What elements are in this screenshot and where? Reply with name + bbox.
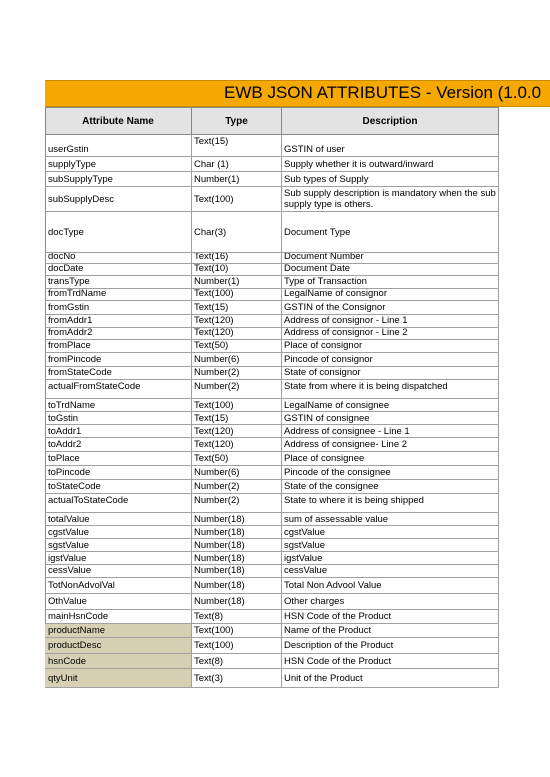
table-row	[45, 315, 499, 328]
attribute-type-cell[interactable]: Number(2)	[192, 494, 282, 512]
table-row	[45, 466, 499, 480]
attribute-name-cell[interactable]: fromGstin	[45, 301, 192, 314]
attribute-description-cell[interactable]: Pincode of consignor	[282, 353, 499, 366]
attribute-type-cell[interactable]: Text(120)	[192, 425, 282, 437]
attribute-type-cell[interactable]: Number(1)	[192, 276, 282, 288]
table-row	[45, 480, 499, 494]
table-row	[45, 212, 499, 253]
attribute-type-cell[interactable]: Number(6)	[192, 466, 282, 479]
attribute-name-cell[interactable]: supplyType	[45, 157, 192, 171]
table-row	[45, 494, 499, 513]
table-row	[45, 253, 499, 264]
header-type: Type	[192, 108, 282, 134]
attribute-type-cell[interactable]: Number(2)	[192, 480, 282, 493]
attribute-type-cell[interactable]: Text(3)	[192, 669, 282, 687]
attribute-type-cell[interactable]: Number(18)	[192, 552, 282, 564]
attribute-type-cell[interactable]: Text(100)	[192, 399, 282, 411]
attribute-name-cell[interactable]: igstValue	[45, 552, 192, 564]
attribute-description-cell[interactable]: Document Date	[282, 264, 499, 275]
attribute-type-cell[interactable]: Text(100)	[192, 289, 282, 300]
attribute-name-cell[interactable]: fromStateCode	[45, 367, 192, 379]
table-row	[45, 425, 499, 438]
attribute-type-cell[interactable]: Number(2)	[192, 380, 282, 398]
attribute-name-cell[interactable]: qtyUnit	[45, 669, 192, 687]
attribute-name-cell[interactable]: cgstValue	[45, 526, 192, 538]
table-row	[45, 172, 499, 187]
attribute-name-cell[interactable]: productName	[45, 624, 192, 637]
attribute-name-cell[interactable]: actualFromStateCode	[45, 380, 192, 398]
attribute-type-cell[interactable]: Text(100)	[192, 187, 282, 211]
table-row	[45, 638, 499, 654]
attribute-type-cell[interactable]: Number(6)	[192, 353, 282, 366]
attribute-type-cell[interactable]: Text(120)	[192, 315, 282, 327]
attribute-name-cell[interactable]: toAddr2	[45, 438, 192, 451]
attribute-description-cell[interactable]: Sub supply description is mandatory when the sub supply type is others.	[282, 187, 499, 211]
attribute-description-cell[interactable]: cessValue	[282, 565, 499, 577]
attribute-description-cell[interactable]: Sub types of Supply	[282, 172, 499, 186]
attribute-description-cell[interactable]: Supply whether it is outward/inward	[282, 157, 499, 171]
attribute-name-cell[interactable]: fromPincode	[45, 353, 192, 366]
sheet-title: EWB JSON ATTRIBUTES - Version (1.0.0	[224, 83, 542, 102]
attribute-description-cell[interactable]: State of the consignee	[282, 480, 499, 493]
attribute-type-cell[interactable]: Number(18)	[192, 539, 282, 551]
attribute-description-cell[interactable]: sum of assessable value	[282, 513, 499, 525]
attribute-type-cell[interactable]: Text(15)	[192, 412, 282, 424]
attribute-description-cell[interactable]: Address of consignor - Line 2	[282, 328, 499, 339]
attribute-name-cell[interactable]: toGstin	[45, 412, 192, 424]
attribute-type-cell[interactable]: Char(3)	[192, 212, 282, 252]
attribute-description-cell[interactable]: Document Type	[282, 212, 499, 252]
table-row	[45, 438, 499, 452]
attribute-type-cell[interactable]: Text(100)	[192, 638, 282, 653]
attribute-name-cell[interactable]: OthValue	[45, 594, 192, 609]
attribute-description-cell[interactable]: State of consignor	[282, 367, 499, 379]
attribute-description-cell[interactable]: State from where it is being dispatched	[282, 380, 499, 398]
attribute-description-cell[interactable]: Address of consignee - Line 1	[282, 425, 499, 437]
attribute-type-cell[interactable]: Text(50)	[192, 340, 282, 352]
attribute-description-cell[interactable]: igstValue	[282, 552, 499, 564]
attribute-name-cell[interactable]: docNo	[45, 253, 192, 263]
attribute-description-cell[interactable]: Type of Transaction	[282, 276, 499, 288]
table-row	[45, 289, 499, 301]
table-row	[45, 412, 499, 425]
table-row	[45, 135, 499, 157]
attribute-name-cell[interactable]: TotNonAdvolVal	[45, 578, 192, 593]
attribute-description-cell[interactable]: HSN Code of the Product	[282, 654, 499, 668]
table-row	[45, 340, 499, 353]
table-row	[45, 187, 499, 212]
attribute-name-cell[interactable]: toTrdName	[45, 399, 192, 411]
attribute-name-cell[interactable]: transType	[45, 276, 192, 288]
attribute-name-cell[interactable]: totalValue	[45, 513, 192, 525]
attribute-name-cell[interactable]: mainHsnCode	[45, 610, 192, 623]
attribute-type-cell[interactable]: Text(15)	[192, 135, 282, 156]
attribute-description-cell[interactable]: GSTIN of user	[282, 135, 499, 156]
table-row	[45, 380, 499, 399]
attribute-name-cell[interactable]: hsnCode	[45, 654, 192, 668]
attribute-name-cell[interactable]: fromAddr2	[45, 328, 192, 339]
attribute-type-cell[interactable]: Text(8)	[192, 610, 282, 623]
attribute-type-cell[interactable]: Text(16)	[192, 253, 282, 263]
attribute-type-cell[interactable]: Number(2)	[192, 367, 282, 379]
attribute-type-cell[interactable]: Text(8)	[192, 654, 282, 668]
table-row	[45, 513, 499, 526]
attribute-type-cell[interactable]: Char (1)	[192, 157, 282, 171]
attribute-description-cell[interactable]: Pincode of the consignee	[282, 466, 499, 479]
table-row	[45, 594, 499, 610]
attribute-description-cell[interactable]: Document Number	[282, 253, 499, 263]
table-row	[45, 399, 499, 412]
table-row	[45, 452, 499, 466]
attribute-description-cell[interactable]: GSTIN of consignee	[282, 412, 499, 424]
attribute-name-cell[interactable]: userGstin	[45, 135, 192, 156]
table-row	[45, 276, 499, 289]
table-row	[45, 552, 499, 565]
attribute-description-cell[interactable]: Unit of the Product	[282, 669, 499, 687]
attribute-name-cell[interactable]: productDesc	[45, 638, 192, 653]
attribute-name-cell[interactable]: fromAddr1	[45, 315, 192, 327]
attribute-description-cell[interactable]: sgstValue	[282, 539, 499, 551]
table-row	[45, 669, 499, 688]
header-description: Description	[282, 108, 499, 134]
attribute-description-cell[interactable]: Name of the Product	[282, 624, 499, 637]
table-row	[45, 539, 499, 552]
header-row	[45, 107, 499, 135]
table-row	[45, 624, 499, 638]
attribute-description-cell[interactable]: HSN Code of the Product	[282, 610, 499, 623]
table-row	[45, 353, 499, 367]
attribute-type-cell[interactable]: Text(15)	[192, 301, 282, 314]
attribute-description-cell[interactable]: Address of consignor - Line 1	[282, 315, 499, 327]
attribute-name-cell[interactable]: docType	[45, 212, 192, 252]
table-row	[45, 367, 499, 380]
attribute-name-cell[interactable]: toPlace	[45, 452, 192, 465]
attribute-name-cell[interactable]: sgstValue	[45, 539, 192, 551]
attribute-name-cell[interactable]: toPincode	[45, 466, 192, 479]
attribute-type-cell[interactable]: Text(10)	[192, 264, 282, 275]
attribute-type-cell[interactable]: Number(18)	[192, 526, 282, 538]
attribute-type-cell[interactable]: Text(100)	[192, 624, 282, 637]
attribute-name-cell[interactable]: toStateCode	[45, 480, 192, 493]
table-row	[45, 654, 499, 669]
attribute-description-cell[interactable]: LegalName of consignee	[282, 399, 499, 411]
attribute-type-cell[interactable]: Text(50)	[192, 452, 282, 465]
attribute-description-cell[interactable]: Other charges	[282, 594, 499, 609]
attribute-description-cell[interactable]: LegalName of consignor	[282, 289, 499, 300]
table-row	[45, 526, 499, 539]
table-row	[45, 157, 499, 172]
table-row	[45, 264, 499, 276]
table-row	[45, 565, 499, 578]
attribute-description-cell[interactable]: Place of consignee	[282, 452, 499, 465]
attribute-name-cell[interactable]: fromTrdName	[45, 289, 192, 300]
attribute-type-cell[interactable]: Number(18)	[192, 594, 282, 609]
table-row	[45, 610, 499, 624]
attribute-description-cell[interactable]: Place of consignor	[282, 340, 499, 352]
attribute-description-cell[interactable]: GSTIN of the Consignor	[282, 301, 499, 314]
attribute-type-cell[interactable]: Text(120)	[192, 438, 282, 451]
attribute-type-cell[interactable]: Number(1)	[192, 172, 282, 186]
table-row	[45, 301, 499, 315]
attribute-name-cell[interactable]: actualToStateCode	[45, 494, 192, 512]
attribute-name-cell[interactable]: docDate	[45, 264, 192, 275]
attribute-name-cell[interactable]: cessValue	[45, 565, 192, 577]
attribute-description-cell[interactable]: Address of consignee- Line 2	[282, 438, 499, 451]
attribute-description-cell[interactable]: cgstValue	[282, 526, 499, 538]
attribute-type-cell[interactable]: Text(120)	[192, 328, 282, 339]
attribute-description-cell[interactable]: Description of the Product	[282, 638, 499, 653]
title-banner	[45, 80, 550, 107]
attribute-description-cell[interactable]: State to where it is being shipped	[282, 494, 499, 512]
attribute-description-cell[interactable]: Total Non Advool Value	[282, 578, 499, 593]
attribute-name-cell[interactable]: subSupplyType	[45, 172, 192, 186]
table-row	[45, 578, 499, 594]
attribute-type-cell[interactable]: Number(18)	[192, 513, 282, 525]
attribute-type-cell[interactable]: Number(18)	[192, 565, 282, 577]
attribute-name-cell[interactable]: toAddr1	[45, 425, 192, 437]
attribute-name-cell[interactable]: subSupplyDesc	[45, 187, 192, 211]
header-attribute-name: Attribute Name	[45, 108, 192, 134]
attribute-name-cell[interactable]: fromPlace	[45, 340, 192, 352]
table-row	[45, 328, 499, 340]
attribute-type-cell[interactable]: Number(18)	[192, 578, 282, 593]
